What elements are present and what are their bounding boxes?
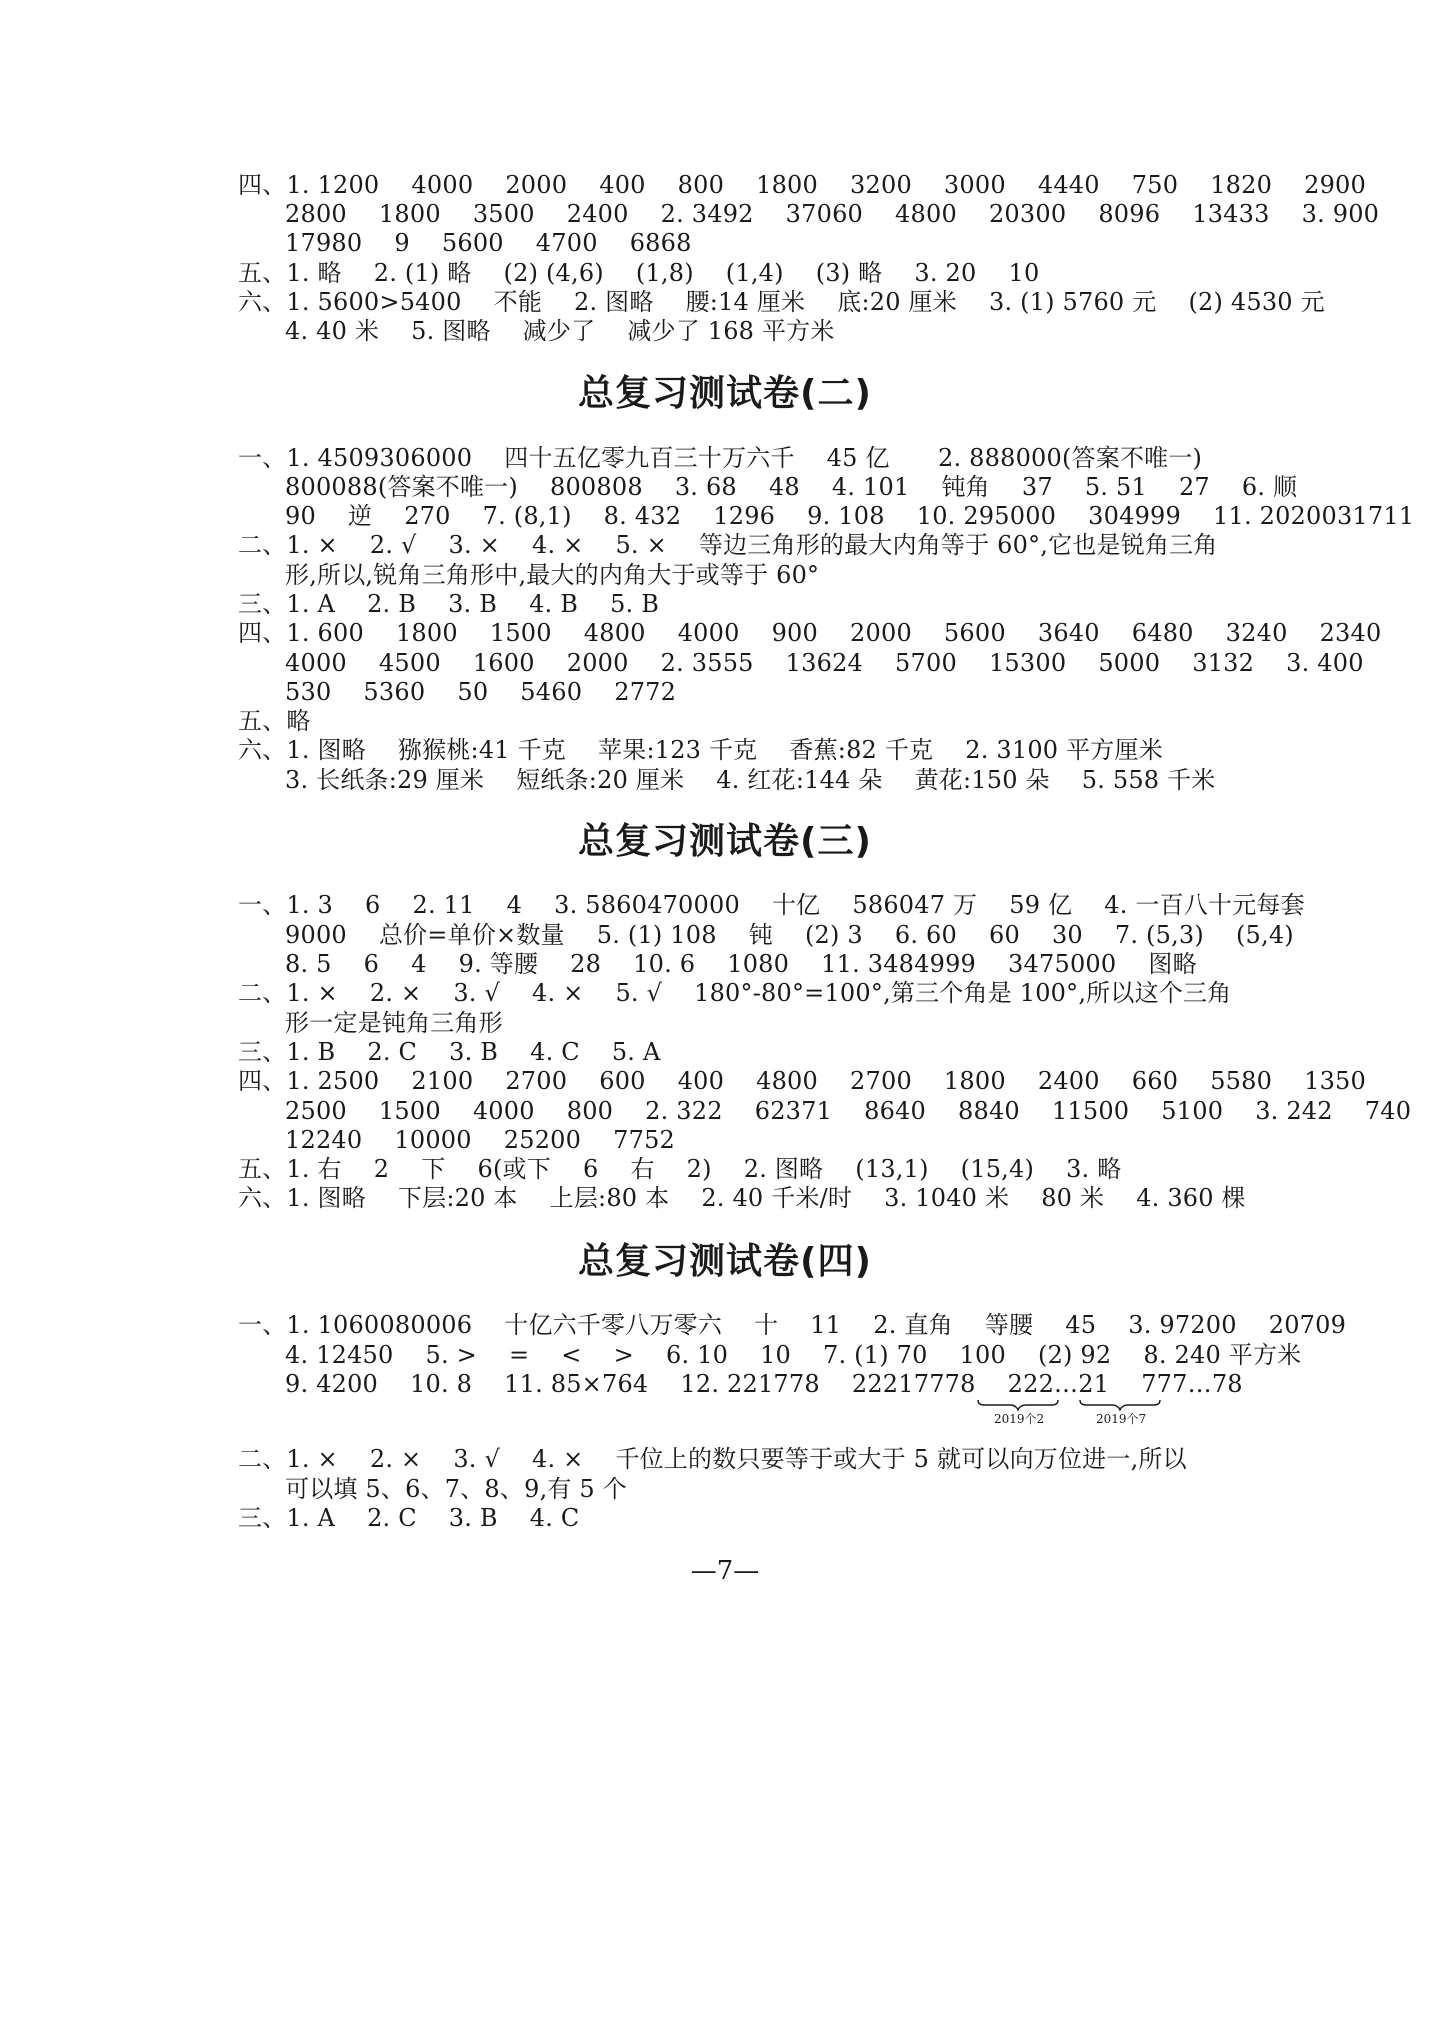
s1-line-4: 五、1. 略 2. (1) 略 (2) (4,6) (1,8) (1,4) (3) 略 3. 20 10 bbox=[238, 259, 1040, 287]
brace-777 bbox=[1080, 1400, 1160, 1410]
s1-line-1: 四、1. 1200 4000 2000 400 800 1800 3200 3000 4440 750 1820 2900 bbox=[238, 171, 1366, 199]
s4-line-3: 9. 4200 10. 8 11. 85×764 12. 221778 22217778 222…21 777…78 bbox=[285, 1370, 1243, 1398]
s1-line-5: 六、1. 5600>5400 不能 2. 图略 腰:14 厘米 底:20 厘米 3. (1) 5760 元 (2) 4530 元 bbox=[238, 288, 1325, 316]
s2-line-8: 4000 4500 1600 2000 2. 3555 13624 5700 15300 5000 3132 3. 400 bbox=[285, 649, 1364, 677]
s1-line-3: 17980 9 5600 4700 6868 bbox=[285, 229, 692, 257]
section-title-3: 总复习测试卷(三) bbox=[578, 821, 872, 862]
s3-line-8: 2500 1500 4000 800 2. 322 62371 8640 8840 11500 5100 3. 242 740 bbox=[285, 1097, 1412, 1125]
s2-line-5: 形,所以,锐角三角形中,最大的内角大于或等于 60° bbox=[285, 561, 820, 589]
brace-label-2: 2019个2 bbox=[994, 1412, 1045, 1426]
s2-line-3: 90 逆 270 7. (8,1) 8. 432 1296 9. 108 10. 295000 304999 11. 2020031711 bbox=[285, 502, 1415, 530]
s3-line-4: 二、1. × 2. × 3. √ 4. × 5. √ 180°-80°=100°,第三个角是 100°,所以这个三角 bbox=[238, 979, 1232, 1007]
s3-line-9: 12240 10000 25200 7752 bbox=[285, 1126, 676, 1154]
s3-line-6: 三、1. B 2. C 3. B 4. C 5. A bbox=[238, 1038, 661, 1066]
brace-222 bbox=[978, 1400, 1058, 1410]
s2-line-4: 二、1. × 2. √ 3. × 4. × 5. × 等边三角形的最大内角等于 60°,它也是锐角三角 bbox=[238, 531, 1218, 559]
s3-line-2: 9000 总价=单价×数量 5. (1) 108 钝 (2) 3 6. 60 60 30 7. (5,3) (5,4) bbox=[285, 921, 1294, 949]
s2-line-11: 六、1. 图略 猕猴桃:41 千克 苹果:123 千克 香蕉:82 千克 2. 3100 平方厘米 bbox=[238, 736, 1163, 764]
s3-line-1: 一、1. 3 6 2. 11 4 3. 5860470000 十亿 586047 万 59 亿 4. 一百八十元每套 bbox=[238, 891, 1305, 919]
brace-label-7: 2019个7 bbox=[1096, 1412, 1147, 1426]
s1-line-2: 2800 1800 3500 2400 2. 3492 37060 4800 20300 8096 13433 3. 900 bbox=[285, 200, 1380, 228]
s1-line-6: 4. 40 米 5. 图略 减少了 减少了 168 平方米 bbox=[285, 317, 835, 345]
s3-line-11: 六、1. 图略 下层:20 本 上层:80 本 2. 40 千米/时 3. 1040 米 80 米 4. 360 棵 bbox=[238, 1184, 1246, 1212]
s2-line-1: 一、1. 4509306000 四十五亿零九百三十万六千 45 亿 2. 888000(答案不唯一) bbox=[238, 444, 1203, 472]
s2-line-9: 530 5360 50 5460 2772 bbox=[285, 678, 677, 706]
s2-line-2: 800088(答案不唯一) 800808 3. 68 48 4. 101 钝角 37 5. 51 27 6. 顺 bbox=[285, 473, 1298, 501]
s3-line-10: 五、1. 右 2 下 6(或下 6 右 2) 2. 图略 (13,1) (15,4) 3. 略 bbox=[238, 1155, 1122, 1183]
s2-line-12: 3. 长纸条:29 厘米 短纸条:20 厘米 4. 红花:144 朵 黄花:150 朵 5. 558 千米 bbox=[285, 766, 1216, 794]
s3-line-7: 四、1. 2500 2100 2700 600 400 4800 2700 1800 2400 660 5580 1350 bbox=[238, 1067, 1366, 1095]
s4-line-1: 一、1. 1060080006 十亿六千零八万零六 十 11 2. 直角 等腰 45 3. 97200 20709 bbox=[238, 1311, 1347, 1339]
s4-line-4: 二、1. × 2. × 3. √ 4. × 千位上的数只要等于或大于 5 就可以向万位进一,所以 bbox=[238, 1445, 1187, 1473]
s3-line-3: 8. 5 6 4 9. 等腰 28 10. 6 1080 11. 3484999 3475000 图略 bbox=[285, 950, 1197, 978]
s2-line-6: 三、1. A 2. B 3. B 4. B 5. B bbox=[238, 590, 660, 618]
section-title-4: 总复习测试卷(四) bbox=[578, 1241, 872, 1282]
s4-line-5: 可以填 5、6、7、8、9,有 5 个 bbox=[285, 1475, 627, 1503]
s4-line-2: 4. 12450 5. > = < > 6. 10 10 7. (1) 70 100 (2) 92 8. 240 平方米 bbox=[285, 1341, 1302, 1369]
section-title-2: 总复习测试卷(二) bbox=[578, 373, 872, 414]
s2-line-10: 五、略 bbox=[238, 707, 311, 735]
page-number: —7— bbox=[690, 1556, 760, 1586]
s4-line-6: 三、1. A 2. C 3. B 4. C bbox=[238, 1504, 580, 1532]
s2-line-7: 四、1. 600 1800 1500 4800 4000 900 2000 5600 3640 6480 3240 2340 bbox=[238, 619, 1382, 647]
s3-line-5: 形一定是钝角三角形 bbox=[285, 1009, 503, 1037]
